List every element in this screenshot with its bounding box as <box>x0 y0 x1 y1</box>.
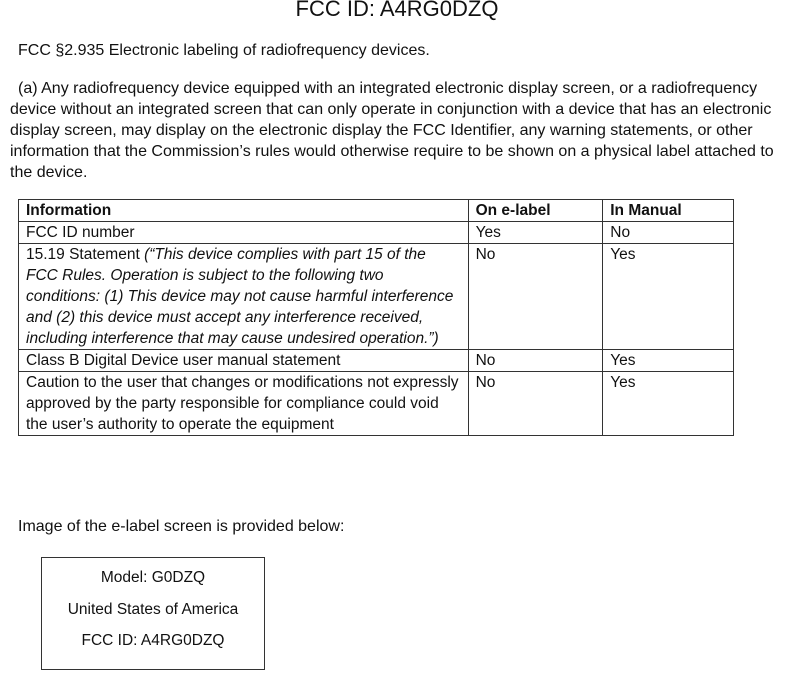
table-row <box>19 372 734 436</box>
elabel-model: Model: G0DZQ <box>100 569 206 586</box>
elabel-fcc-id: FCC ID: A4RG0DZQ <box>81 632 225 649</box>
page-title: FCC ID: A4RG0DZQ <box>295 0 499 21</box>
cell-on-elabel: Yes <box>468 222 603 244</box>
image-caption: Image of the e-label screen is provided below: <box>18 518 345 535</box>
labeling-table <box>18 199 734 436</box>
elabel-screen-box <box>41 557 265 670</box>
table-row <box>19 222 734 244</box>
section-heading: FCC §2.935 Electronic labeling of radiofrequency devices. <box>18 42 430 59</box>
cell-in-manual: Yes <box>603 350 734 372</box>
cell-information <box>19 244 469 350</box>
header-in-manual: In Manual <box>603 200 734 222</box>
paragraph-text: Any radiofrequency device equipped with an integrated electronic display screen, or a radiofrequency device without an integrated screen that can only operate in conjunction with a device that has an electronic display screen, may display on the electronic display the FCC Identifier, any warning statements, or other information that the Commission’s rules would otherwise require to be shown on a physical label attached to the device. <box>10 80 774 181</box>
regulation-paragraph <box>10 78 780 183</box>
cell-information: FCC ID number <box>19 222 469 244</box>
cell-in-manual: Yes <box>603 372 734 436</box>
cell-information: Caution to the user that changes or modifications not expressly approved by the party responsible for compliance could void the user’s authority to operate the equipment <box>19 372 469 436</box>
cell-on-elabel: No <box>468 372 603 436</box>
header-on-elabel: On e-label <box>468 200 603 222</box>
cell-on-elabel: No <box>468 244 603 350</box>
cell-in-manual: No <box>603 222 734 244</box>
table-row <box>19 350 734 372</box>
elabel-country: United States of America <box>67 601 239 618</box>
statement-quote: (“This device complies with part 15 of the FCC Rules. Operation is subject to the following two conditions: (1) This device may not cause harmful interference and (2) this device must accept any interference received, including interference that may cause undesired operation.”) <box>26 246 454 347</box>
table-row <box>19 244 734 350</box>
cell-on-elabel: No <box>468 350 603 372</box>
cell-in-manual: Yes <box>603 244 734 350</box>
header-information: Information <box>19 200 469 222</box>
statement-label: 15.19 Statement <box>26 246 145 263</box>
paragraph-label: (a) <box>18 80 38 97</box>
cell-information: Class B Digital Device user manual statement <box>19 350 469 372</box>
table-header-row <box>19 200 734 222</box>
